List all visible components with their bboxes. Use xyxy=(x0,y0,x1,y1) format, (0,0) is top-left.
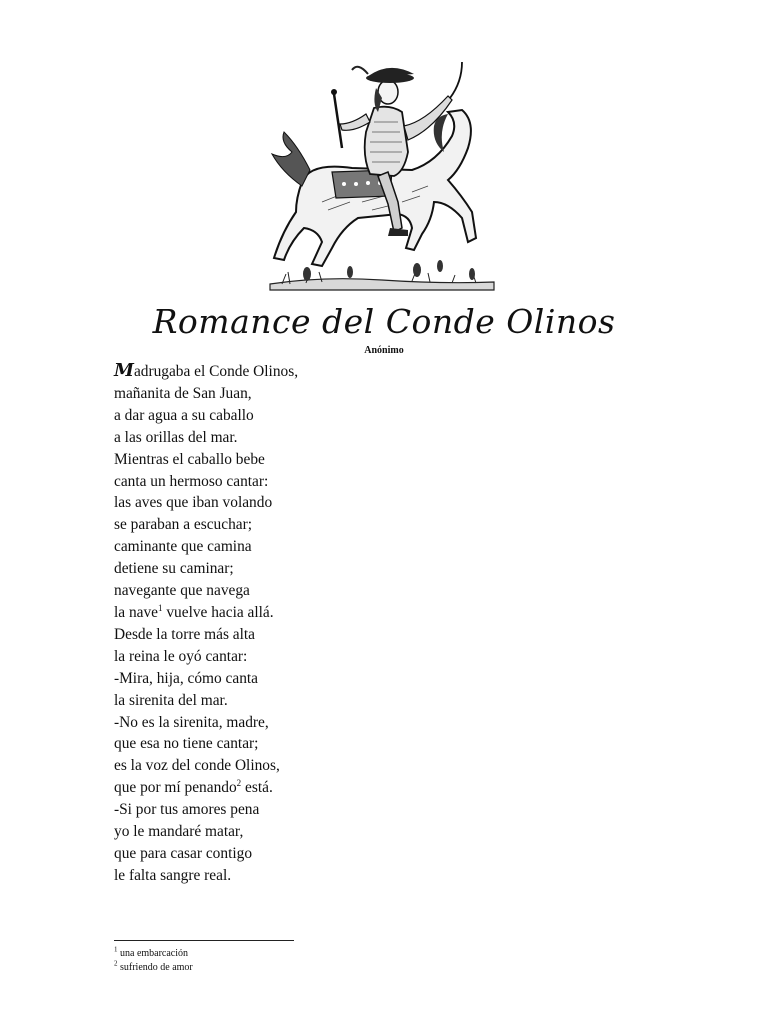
poem-line: mañanita de San Juan, xyxy=(114,384,252,402)
page-title: Romance del Conde Olinos xyxy=(152,302,616,341)
poem-line-text: adrugaba el Conde Olinos, xyxy=(133,363,299,380)
poem-line: a dar agua a su caballo xyxy=(114,406,254,424)
poem-line-text: vuelve hacia allá. xyxy=(162,603,274,621)
poem-line-text: que por mí penando xyxy=(114,779,237,797)
footnote xyxy=(114,947,193,961)
poem-line: a las orillas del mar. xyxy=(114,428,238,446)
poem-line xyxy=(114,777,298,799)
poem-line: la sirenita del mar. xyxy=(114,691,228,709)
poem-line-text: la nave xyxy=(114,603,159,621)
poem-line-text: está. xyxy=(241,779,273,797)
footnote-text: una embarcación xyxy=(117,948,189,959)
footnote-text: sufriendo de amor xyxy=(117,962,193,973)
poem-line: las aves que iban volando xyxy=(114,494,273,512)
poem-line: Desde la torre más alta xyxy=(114,625,256,643)
poem-line: que esa no tiene cantar; xyxy=(114,735,259,753)
poem-line: -Mira, hija, cómo canta xyxy=(114,669,259,687)
woodcut-horseman-icon xyxy=(262,52,502,297)
footnote-marker: 2 xyxy=(236,778,242,789)
poem-line: -No es la sirenita, madre, xyxy=(114,713,269,731)
poem-line: la reina le oyó cantar: xyxy=(114,647,248,665)
poem-line: Mientras el caballo bebe xyxy=(114,450,265,468)
poem-line: canta un hermoso cantar: xyxy=(114,472,269,490)
poem-line: que para casar contigo xyxy=(114,844,253,862)
poem-line: navegante que navega xyxy=(114,582,250,600)
footnotes xyxy=(114,947,193,975)
footnote-marker: 1 xyxy=(158,602,163,613)
footnote-divider xyxy=(114,940,294,941)
poem-line xyxy=(114,360,298,383)
poem-line xyxy=(114,602,298,624)
poem-line: se paraban a escuchar; xyxy=(114,516,253,534)
author: Anónimo xyxy=(364,345,404,356)
poem xyxy=(114,360,298,887)
poem-line: le falta sangre real. xyxy=(114,866,232,884)
footnote-number: 2 xyxy=(114,959,118,968)
poem-line: -Si por tus amores pena xyxy=(114,801,260,819)
poem-line: caminante que camina xyxy=(114,538,252,556)
footnote xyxy=(114,961,193,975)
drop-cap: M xyxy=(114,360,134,381)
poem-line: yo le mandaré matar, xyxy=(114,823,244,841)
footnote-number: 1 xyxy=(114,945,118,954)
poem-line: detiene su caminar; xyxy=(114,560,234,578)
poem-line: es la voz del conde Olinos, xyxy=(114,757,280,775)
